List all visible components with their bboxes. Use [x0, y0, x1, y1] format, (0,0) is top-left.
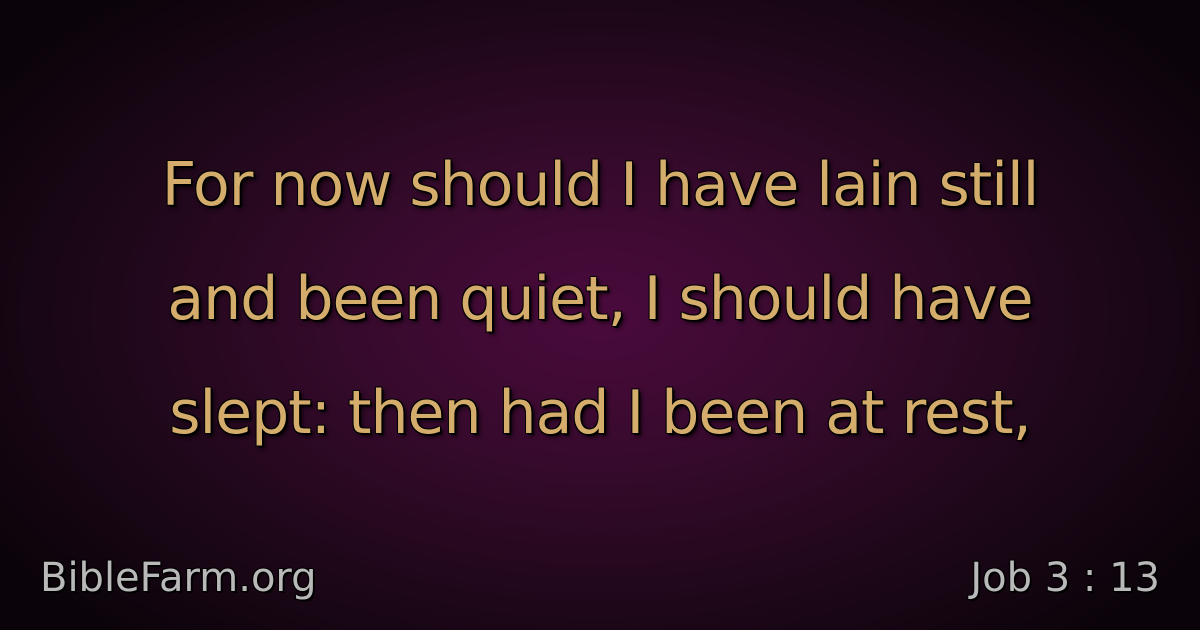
site-name: BibleFarm.org — [40, 555, 317, 601]
verse-line-1: For now should I have lain still — [161, 150, 1039, 220]
verse-line-2: and been quiet, I should have — [167, 264, 1033, 334]
verse-reference: Job 3 : 13 — [970, 555, 1160, 601]
verse-text — [60, 128, 1140, 470]
verse-line-3: slept: then had I been at rest, — [169, 378, 1031, 448]
